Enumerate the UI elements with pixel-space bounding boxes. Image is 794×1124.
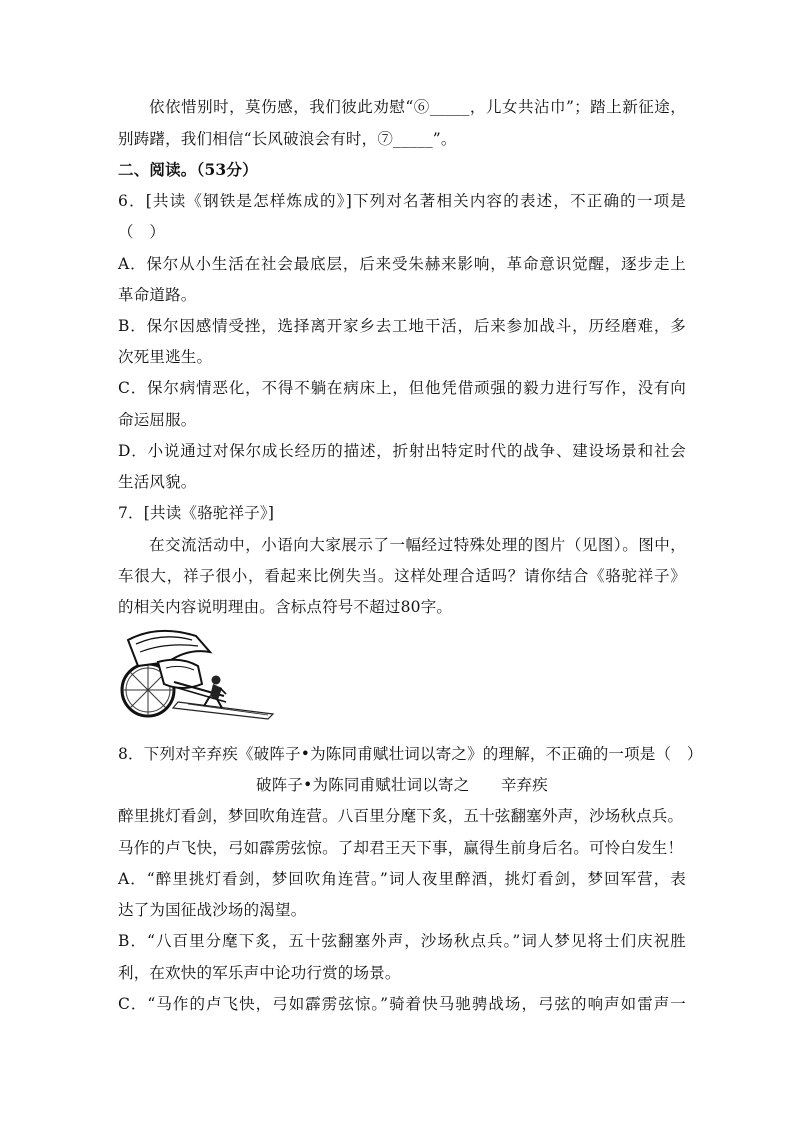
option-6d-line-2: 生活风貌。	[118, 473, 197, 491]
fill-blank-line-2: 别踌躇，我们相信“长风破浪会有时，⑦_____”。	[118, 130, 457, 148]
option-8c-line-1: C．“马作的卢飞快，弓如霹雳弦惊。”骑着快马驰骋战场，弓弦的响声如雷声一	[118, 995, 686, 1013]
question-7-line-2: 车很大，祥子很小，看起来比例失当。这样处理合适吗？请你结合《骆驼祥子》	[118, 567, 686, 585]
question-7-line-1: 在交流活动中，小语向大家展示了一幅经过特殊处理的图片（见图）。图中，	[149, 536, 686, 554]
option-8b-line-1: B．“八百里分麾下炙，五十弦翻塞外声，沙场秋点兵。”词人梦见将士们庆祝胜	[118, 932, 686, 950]
option-6a-line-2: 革命道路。	[118, 286, 197, 304]
section-heading: 二、阅读。（53分）	[118, 160, 258, 179]
poem-line-2: 马作的卢飞快，弓如霹雳弦惊。了却君王天下事，赢得生前身后名。可怜白发生！	[118, 839, 684, 857]
question-6-stem: 6．[共读《钢铁是怎样炼成的》]下列对名著相关内容的表述，不正确的一项是	[118, 192, 686, 210]
poem-line-1: 醉里挑灯看剑，梦回吹角连营。八百里分麾下炙，五十弦翻塞外声，沙场秋点兵。	[118, 807, 684, 825]
fill-blank-line-1: 依依惜别时，莫伤感，我们彼此劝慰“⑥_____，儿女共沾巾”；踏上新征途，	[149, 98, 686, 116]
question-7-title: 7．[共读《骆驼祥子》]	[118, 504, 275, 522]
option-6d-line-1: D．小说通过对保尔成长经历的描述，折射出特定时代的战争、建设场景和社会	[118, 442, 686, 460]
option-6b-line-2: 次死里逃生。	[118, 348, 213, 366]
option-6a-line-1: A．保尔从小生活在社会最底层，后来受朱赫来影响，革命意识觉醒，逐步走上	[118, 255, 686, 273]
question-6-bracket: （ ）	[118, 223, 166, 241]
question-7-line-3: 的相关内容说明理由。含标点符号不超过80字。	[118, 598, 453, 616]
option-8a-line-1: A．“醉里挑灯看剑，梦回吹角连营。”词人夜里醉酒，挑灯看剑，梦回军营，表	[118, 870, 686, 888]
poem-title: 破阵子•为陈同甫赋壮词以寄之 辛弃疾	[256, 776, 548, 794]
option-6b-line-1: B．保尔因感情受挫，选择离开家乡去工地干活，后来参加战斗，历经磨难，多	[118, 317, 686, 335]
rickshaw-illustration	[118, 622, 278, 722]
question-8-stem: 8．下列对辛弃疾《破阵子•为陈同甫赋壮词以寄之》的理解，不正确的一项是（ ）	[118, 745, 703, 763]
option-8a-line-2: 达了为国征战沙场的渴望。	[118, 901, 307, 919]
option-6c-line-2: 命运屈服。	[118, 411, 197, 429]
option-6c-line-1: C．保尔病情恶化，不得不躺在病床上，但他凭借顽强的毅力进行写作，没有向	[118, 379, 686, 397]
option-8b-line-2: 利，在欢快的军乐声中论功行赏的场景。	[118, 964, 401, 982]
